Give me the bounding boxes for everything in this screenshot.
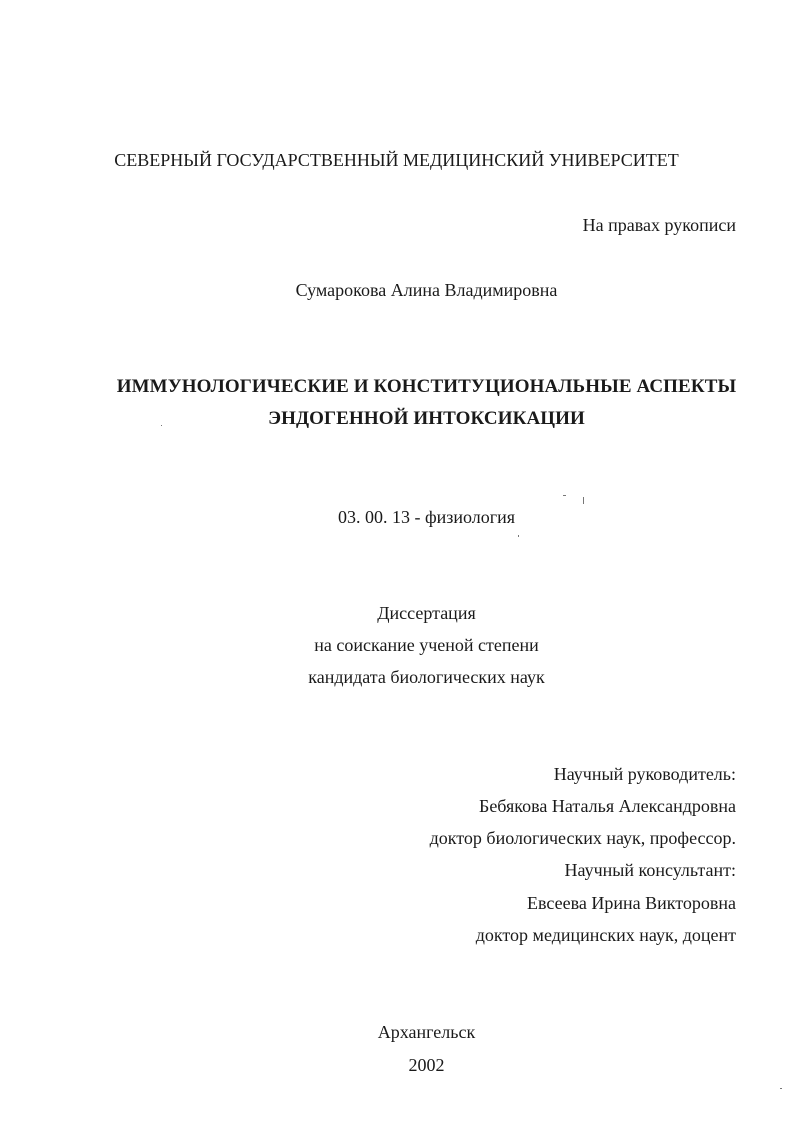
year: 2002 xyxy=(408,1055,445,1075)
manuscript-note: На правах рукописи xyxy=(582,215,736,235)
dissertation-type: Диссертация xyxy=(377,603,476,623)
scan-speck xyxy=(780,1088,782,1089)
city: Архангельск xyxy=(377,1022,476,1042)
author-name: Сумарокова Алина Владимировна xyxy=(295,280,558,300)
scan-speck xyxy=(563,495,566,496)
specialty-code: 03. 00. 13 - физиология xyxy=(337,507,516,527)
consultant-label: Научный консультант: xyxy=(564,860,736,880)
scan-speck xyxy=(518,535,519,537)
scan-speck xyxy=(583,497,584,504)
consultant-name: Евсеева Ирина Викторовна xyxy=(527,893,736,913)
dissertation-purpose: на соискание ученой степени xyxy=(314,635,539,655)
supervisor-name: Бебякова Наталья Александровна xyxy=(478,796,736,816)
title-line-2: ЭНДОГЕННОЙ ИНТОКСИКАЦИИ xyxy=(268,408,585,429)
degree-sought: кандидата биологических наук xyxy=(308,667,545,687)
supervisor-degree: доктор биологических наук, профессор. xyxy=(429,828,736,848)
university-name: СЕВЕРНЫЙ ГОСУДАРСТВЕННЫЙ МЕДИЦИНСКИЙ УНИВЕРСИТЕТ xyxy=(114,150,679,170)
title-line-1: ИММУНОЛОГИЧЕСКИЕ И КОНСТИТУЦИОНАЛЬНЫЕ АСПЕКТЫ xyxy=(116,376,737,397)
consultant-degree: доктор медицинских наук, доцент xyxy=(475,925,736,945)
scan-speck xyxy=(161,425,162,426)
supervisor-label: Научный руководитель: xyxy=(553,764,736,784)
